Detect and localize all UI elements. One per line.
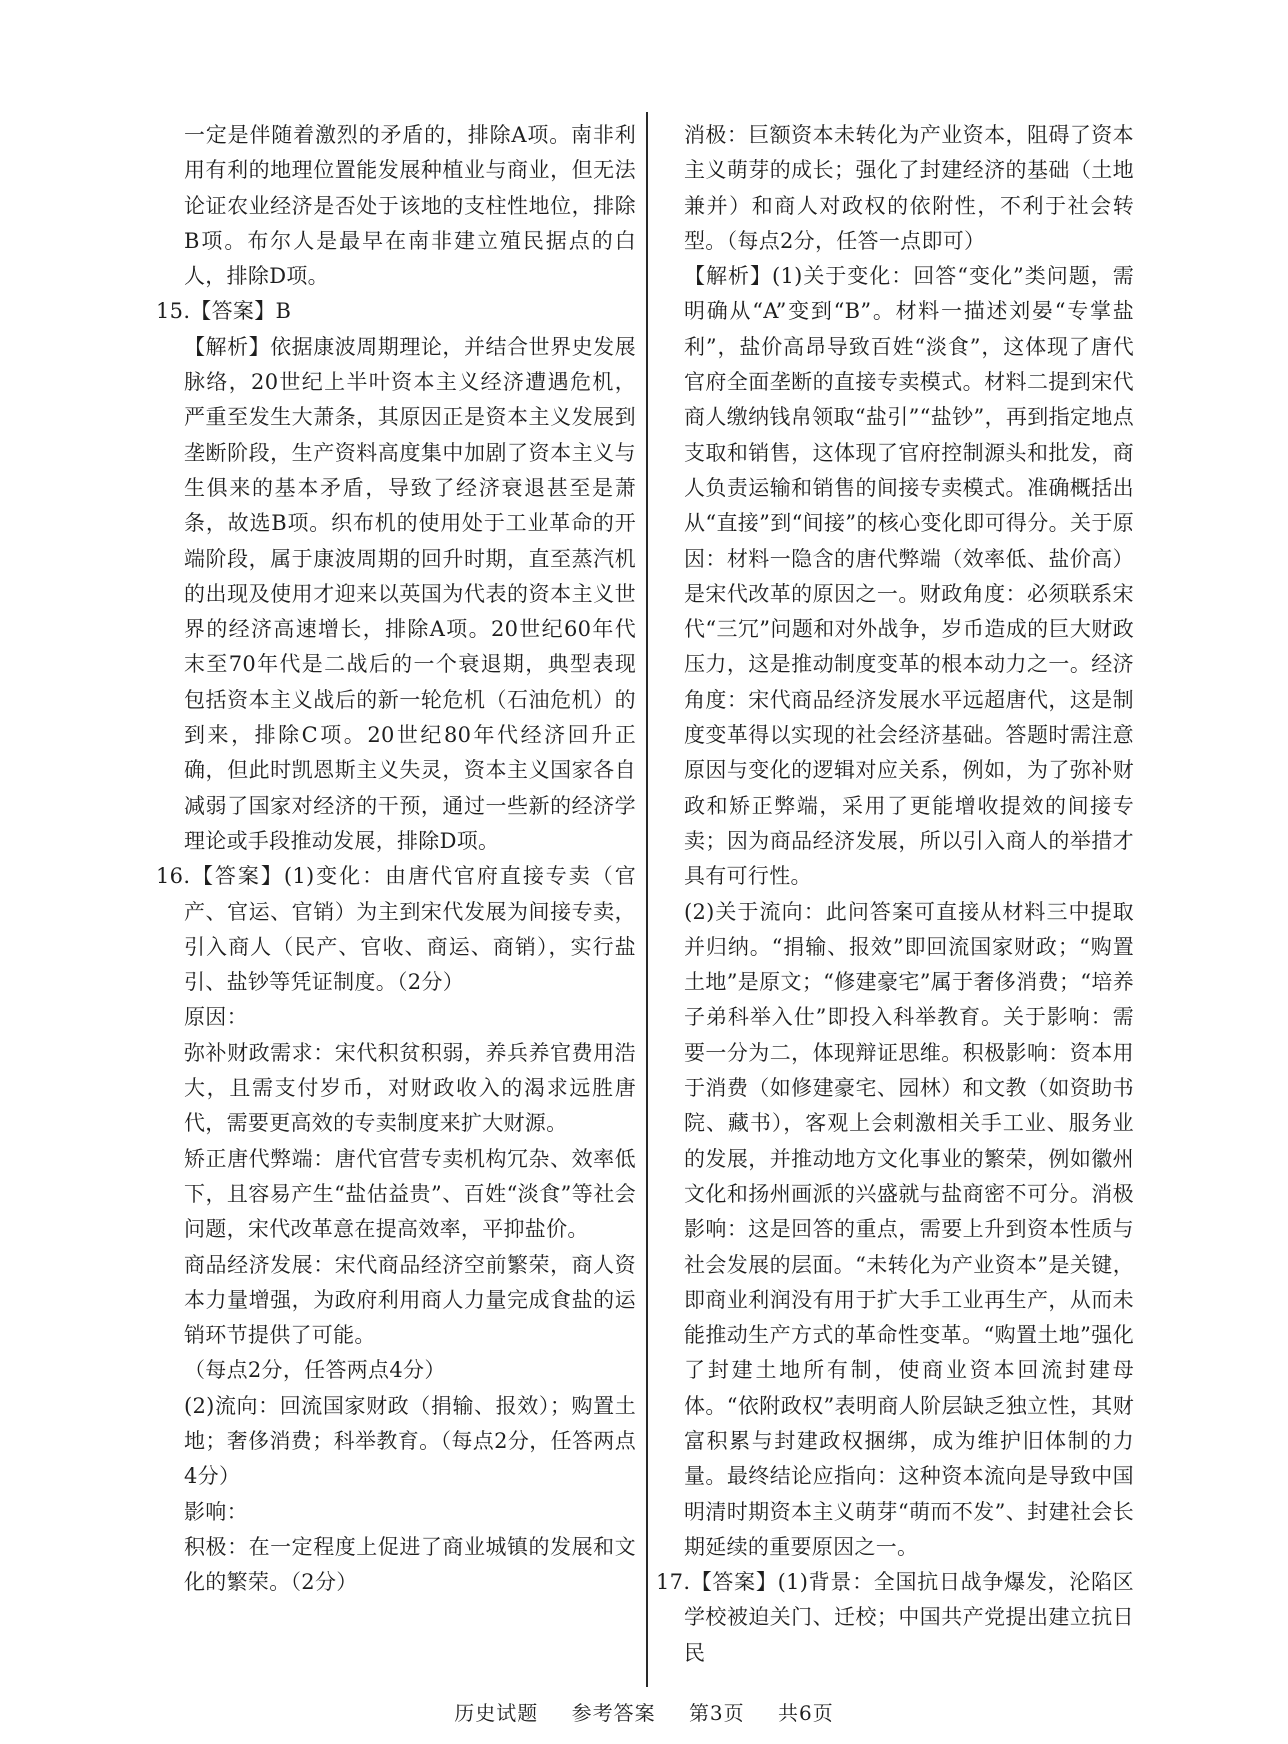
column-divider [646,112,648,1687]
q16-impact-negative: 消极：巨额资本未转化为产业资本，阻碍了资本主义萌芽的成长；强化了封建经济的基础（土地兼并）和商人对政权的依附性，不利于社会转型。（每点2分，任答一点即可） [684,123,1134,253]
q16-analysis-part1: 【解析】(1)关于变化：回答“变化”类问题，需明确从“A”变到“B”。材料一描述刘晏“专掌盐利”，盐价高昂导致百姓“淡食”，这体现了唐代官府全面垄断的直接专卖模式。材料二提到宋代商人缴纳钱帛领取“盐引”“盐钞”，再到指定地点支取和销售，这体现了官府控制源头和批发，商人负责运输和销售的间接专卖模式。准确概括出从“直接”到“间接”的核心变化即可得分。关于原因：材料一隐含的唐代弊端（效率低、盐价高）是宋代改革的原因之一。财政角度：必须联系宋代“三冗”问题和对外战争，岁币造成的巨大财政压力，这是推动制度变革的根本动力之一。经济角度：宋代商品经济发展水平远超唐代，这是制度变革得以实现的社会经济基础。答题时需注意原因与变化的逻辑对应关系，例如，为了弥补财政和矫正弊端，采用了更能增收提效的间接专卖；因为商品经济发展，所以引入商人的举措才具有可行性。 [684,264,1134,889]
q16-reason-1: 弥补财政需求：宋代积贫积弱，养兵养官费用浩大，且需支付岁币，对财政收入的渴求远胜唐代，需要更高效的专卖制度来扩大财源。 [184,1040,636,1136]
footer-page-total: 共6页 [778,1701,834,1725]
q16-reason-3: 商品经济发展：宋代商品经济空前繁荣，商人资本力量增强，为政府利用商人力量完成食盐的运销环节提供了可能。 [184,1252,636,1348]
page-footer [0,1697,1288,1726]
q14-analysis-tail: 一定是伴随着激烈的矛盾的，排除A项。南非利用有利的地理位置能发展种植业与商业，但无法论证农业经济是否处于该地的支柱性地位，排除B项。布尔人是最早在南非建立殖民据点的白人，排除D项。 [184,123,636,289]
q16-analysis-part2: (2)关于流向：此问答案可直接从材料三中提取并归纳。“捐输、报效”即回流国家财政；“购置土地”是原文；“修建豪宅”属于奢侈消费；“培养子弟科举入仕”即投入科举教育。关于影响：需要一分为二，体现辩证思维。积极影响：资本用于消费（如修建豪宅、园林）和文教（如资助书院、藏书），客观上会刺激相关手工业、服务业的发展，并推动地方文化事业的繁荣，例如徽州文化和扬州画派的兴盛就与盐商密不可分。消极影响：这是回答的重点，需要上升到资本性质与社会发展的层面。“未转化为产业资本”是关键，即商业利润没有用于扩大手工业再生产，从而未能推动生产方式的革命性变革。“购置土地”强化了封建土地所有制，使商业资本回流封建母体。“依附政权”表明商人阶层缺乏独立性，其财富积累与封建政权捆绑，成为维护旧体制的力量。最终结论应指向：这种资本流向是导致中国明清时期资本主义萌芽“萌而不发”、封建社会长期延续的重要原因之一。 [684,899,1134,1559]
q16-impact-label: 影响： [184,1499,248,1524]
q16-score-note: （每点2分，任答两点4分） [184,1358,446,1383]
q15-answer: 15.【答案】B [156,299,292,324]
right-column [656,118,1134,1671]
q16-reason-label: 原因： [184,1005,248,1030]
footer-subject: 历史试题 [454,1701,539,1725]
q15-analysis: 【解析】依据康波周期理论，并结合世界史发展脉络，20世纪上半叶资本主义经济遭遇危机，严重至发生大萧条，其原因正是资本主义发展到垄断阶段，生产资料高度集中加剧了资本主义与生俱来的基本矛盾，导致了经济衰退甚至是萧条，故选B项。织布机的使用处于工业革命的开端阶段，属于康波周期的回升时期，直至蒸汽机的出现及使用才迎来以英国为代表的资本主义世界的经济高速增长，排除A项。20世纪60年代末至70年代是二战后的一个衰退期，典型表现包括资本主义战后的新一轮危机（石油危机）的到来，排除C项。20世纪80年代经济回升正确，但此时凯恩斯主义失灵，资本主义国家各自减弱了国家对经济的干预，通过一些新的经济学理论或手段推动发展，排除D项。 [184,334,636,853]
q16-impact-positive: 积极：在一定程度上促进了商业城镇的发展和文化的繁荣。（2分） [184,1534,636,1595]
q16-part2-answer: (2)流向：回流国家财政（捐输、报效）；购置土地；奢侈消费；科举教育。（每点2分，任答两点4分） [184,1393,636,1489]
q16-reason-2: 矫正唐代弊端：唐代官营专卖机构冗杂、效率低下，且容易产生“盐估益贵”、百姓“淡食”等社会问题，宋代改革意在提高效率，平抑盐价。 [184,1146,636,1242]
q17-answer: 17.【答案】(1)背景：全国抗日战争爆发，沦陷区学校被迫关门、迁校；中国共产党提出建立抗日民 [656,1570,1134,1665]
footer-doc-type: 参考答案 [571,1701,656,1725]
footer-page-current: 第3页 [688,1701,745,1725]
left-column [156,118,636,1600]
q16-answer: 16.【答案】(1)变化：由唐代官府直接专卖（官产、官运、官销）为主到宋代发展为间接专卖，引入商人（民产、官收、商运、商销），实行盐引、盐钞等凭证制度。（2分） [156,864,636,995]
